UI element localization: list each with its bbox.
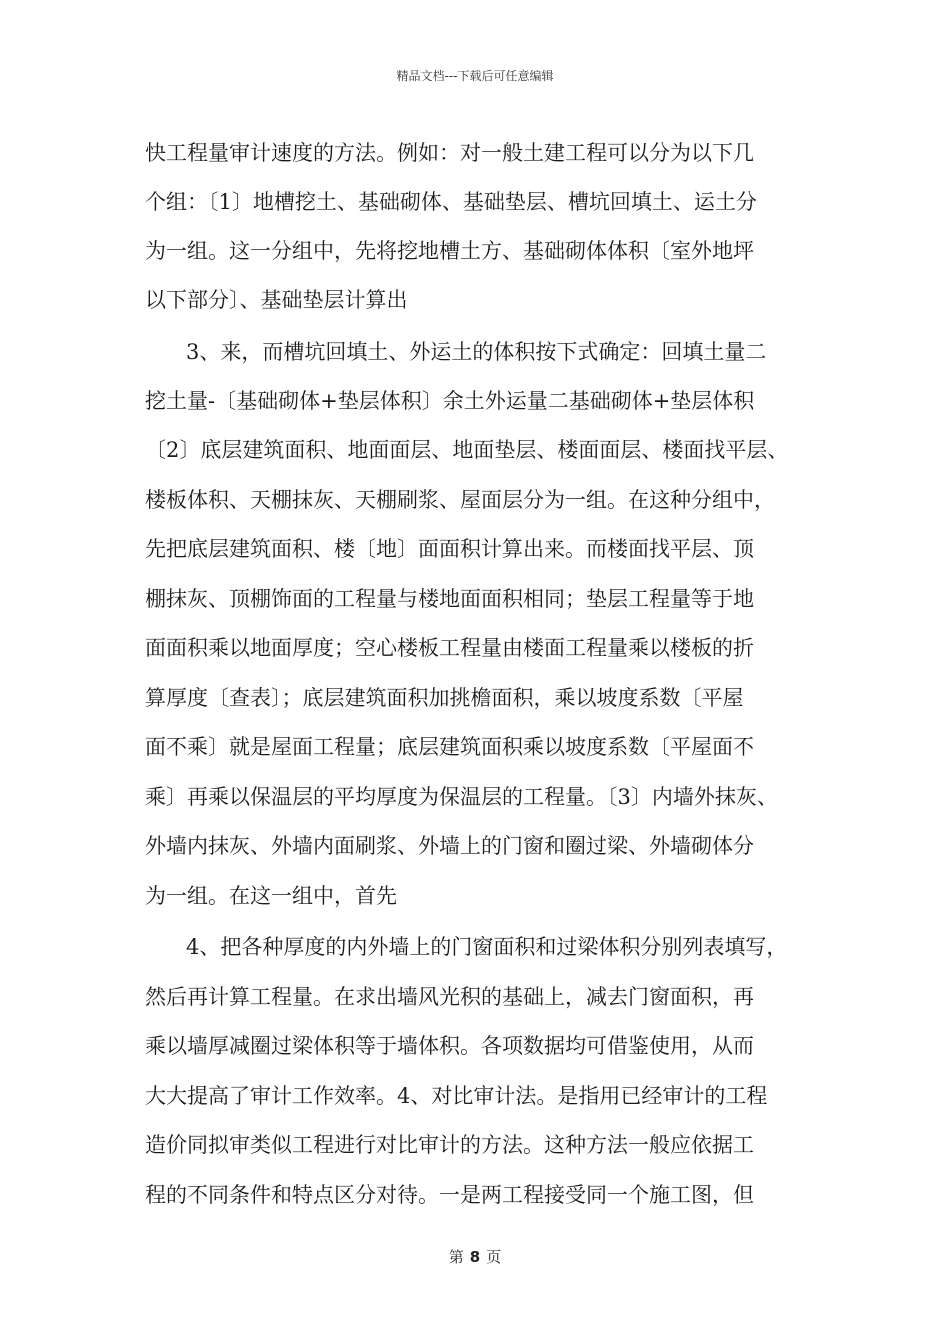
text-line: 为一组。在这一组中，首先 [145, 884, 397, 908]
page-header: 精品文档---下载后可任意编辑 [396, 69, 554, 83]
text-line: 算厚度〔查表〕；底层建筑面积加挑檐面积，乘以坡度系数〔平屋 [145, 686, 744, 710]
text-line: 面面积乘以地面厚度；空心楼板工程量由楼面工程量乘以楼板的折 [145, 636, 754, 660]
text-line: 楼板体积、天棚抹灰、天棚刷浆、屋面层分为一组。在这种分组中， [145, 488, 775, 512]
text-line: 先把底层建筑面积、楼〔地〕面面积计算出来。而楼面找平层、顶 [145, 537, 754, 561]
text-line: 程的不同条件和特点区分对待。一是两工程接受同一个施工图，但 [145, 1183, 754, 1207]
text-line: 造价同拟审类似工程进行对比审计的方法。这种方法一般应依据工 [145, 1133, 754, 1157]
text-line: 〔2〕底层建筑面积、地面面层、地面垫层、楼面面层、楼面找平层、 [145, 438, 789, 462]
page-footer [0, 1246, 950, 1267]
text-line: 面不乘〕就是屋面工程量；底层建筑面积乘以坡度系数〔平屋面不 [145, 735, 754, 759]
text-line: 挖土量-〔基础砌体+垫层体积〕余土外运量二基础砌体+垫层体积 [145, 389, 755, 413]
text-line: 为一组。这一分组中，先将挖地槽土方、基础砌体体积〔室外地坪 [145, 239, 754, 263]
text-line: 个组：〔1〕地槽挖土、基础砌体、基础垫层、槽坑回填土、运土分 [145, 190, 757, 214]
text-line: 大大提高了审计工作效率。4、对比审计法。是指用已经审计的工程 [145, 1084, 768, 1108]
text-line: 乘以墙厚减圈过梁体积等于墙体积。各项数据均可借鉴使用，从而 [145, 1034, 754, 1058]
page-number: 8 [469, 1248, 481, 1266]
text-line: 4、把各种厚度的内外墙上的门窗面积和过梁体积分别列表填写， [186, 935, 788, 959]
text-line: 以下部分〕、基础垫层计算出 [145, 288, 408, 312]
page-number-prefix: 第 [448, 1248, 464, 1266]
text-line: 3、来，而槽坑回填土、外运土的体积按下式确定：回填土量二 [186, 340, 767, 364]
page-number-suffix: 页 [486, 1248, 502, 1266]
text-line: 然后再计算工程量。在求出墙风光积的基础上，减去门窗面积，再 [145, 985, 754, 1009]
text-line: 棚抹灰、顶棚饰面的工程量与楼地面面积相同；垫层工程量等于地 [145, 587, 754, 611]
text-line: 外墙内抹灰、外墙内面刷浆、外墙上的门窗和圈过梁、外墙砌体分 [145, 834, 754, 858]
text-line: 快工程量审计速度的方法。例如：对一般土建工程可以分为以下几 [145, 141, 754, 165]
text-line: 乘〕再乘以保温层的平均厚度为保温层的工程量。〔3〕内墙外抹灰、 [145, 785, 778, 809]
